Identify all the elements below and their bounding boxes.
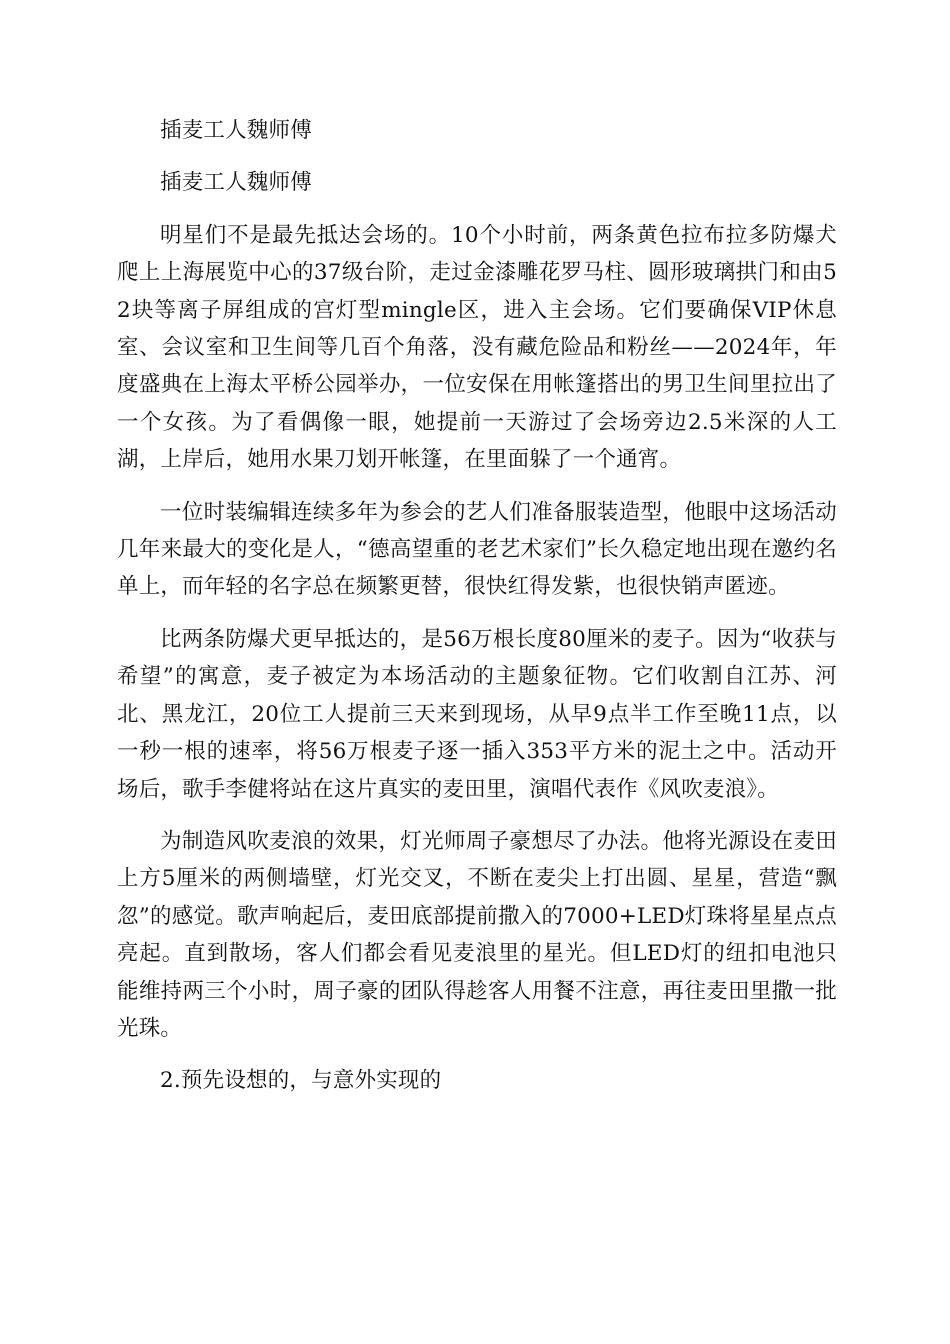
document-body xyxy=(117,112,837,1100)
heading-line-1: 插麦工人魏师傅 xyxy=(160,118,312,143)
paragraph-2: 一位时装编辑连续多年为参会的艺人们准备服装造型，他眼中这场活动几年来最大的变化是人，“德高望重的老艺术家们”长久稳定地出现在邀约名单上，而年轻的名字总在频繁更替，很快红得发紫，也很快销声匿迹。 xyxy=(117,499,837,600)
paragraph-3: 比两条防爆犬更早抵达的，是56万根长度80厘米的麦子。因为“收获与希望”的寓意，麦子被定为本场活动的主题象征物。它们收割自江苏、河北、黑龙江，20位工人提前三天来到现场，从早9点半工作至晚11点，以一秒一根的速率，将56万根麦子逐一插入353平方米的泥土之中。活动开场后，歌手李健将站在这片真实的麦田里，演唱代表作《风吹麦浪》。 xyxy=(117,626,837,802)
heading-line-2: 插麦工人魏师傅 xyxy=(160,170,312,196)
section-heading: 2.预先设想的，与意外实现的 xyxy=(160,1068,442,1094)
paragraph-1: 明星们不是最先抵达会场的。10个小时前，两条黄色拉布拉多防爆犬爬上上海展览中心的37级台阶，走过金漆雕花罗马柱、圆形玻璃拱门和由52块等离子屏组成的宫灯型mingle区，进入主会场。它们要确保VIP休息室、会议室和卫生间等几百个角落，没有藏危险品和粉丝——2024年，年度盛典在上海太平桥公园举办，一位安保在用帐篷搭出的男卫生间里拉出了一个女孩。为了看偶像一眼，她提前一天游过了会场旁边2.5米深的人工湖，上岸后，她用水果刀划开帐篷，在里面躲了一个通宵。 xyxy=(117,222,837,473)
paragraph-4: 为制造风吹麦浪的效果，灯光师周子豪想尽了办法。他将光源设在麦田上方5厘米的两侧墙壁，灯光交叉，不断在麦尖上打出圆、星星，营造“飘忽”的感觉。歌声响起后，麦田底部提前撒入的7000+LED灯珠将星星点点亮起。直到散场，客人们都会看见麦浪里的星光。但LED灯的纽扣电池只能维持两三个小时，周子豪的团队得趁客人用餐不注意，再往麦田里撒一批光珠。 xyxy=(117,828,837,1041)
